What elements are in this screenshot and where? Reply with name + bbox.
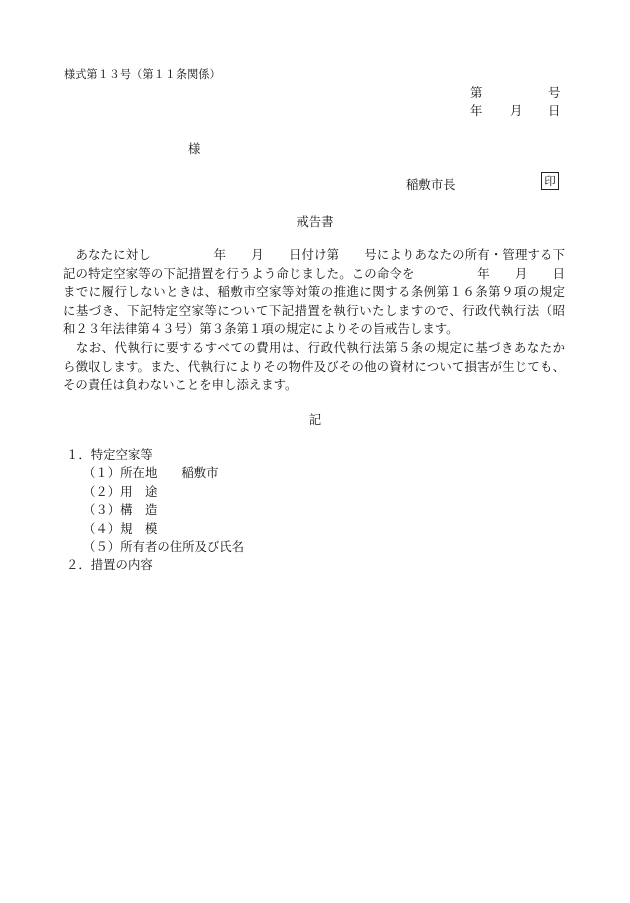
doc-number-prefix: 第 (470, 85, 483, 100)
issuer-name: 稲敷市長 (406, 177, 456, 192)
body-line: なお、代執行に要するすべての費用は、行政代執行法第５条の規定に基づきあなたか (63, 339, 565, 355)
item-2-label: ２．措置の内容 (66, 557, 153, 573)
sub-item-owner: （５）所有者の住所及び氏名 (83, 539, 245, 555)
sub-item-scale: （４）規 模 (83, 520, 158, 536)
sub-item-use: （２）用 途 (83, 483, 158, 499)
item-list (66, 446, 244, 575)
seal-box: 印 (541, 172, 559, 190)
item-1-label: １．特定空家等 (66, 447, 153, 462)
sub-item-location-value: 稲敷市 (181, 465, 219, 481)
sub-item-location (66, 464, 244, 482)
body-line: あなたに対し 年 月 日付け第 号によりあなたの所有・管理する下 (63, 247, 565, 262)
date-year: 年 (470, 103, 483, 118)
notice-body (63, 246, 565, 395)
body-line: に基づき、下記特定空家等について下記措置を執行いたしますので、行政代執行法（昭 (63, 302, 565, 318)
ki-heading: 記 (308, 412, 322, 427)
body-line: ら徴収します。また、代執行によりその物件及びその他の資材について損害が生じても、 (63, 358, 565, 374)
body-line: 和２３年法律第４３号）第３条第１項の規定によりその旨戒告します。 (63, 321, 459, 337)
doc-number-suffix: 号 (548, 85, 561, 100)
body-line: その責任は負わないことを申し添えます。 (63, 377, 298, 393)
addressee: 様 (188, 141, 201, 156)
date-month: 月 (510, 103, 523, 118)
sub-item-location-label: （１）所在地 (83, 465, 158, 481)
document-title: 戒告書 (296, 214, 334, 229)
date-day: 日 (548, 103, 561, 118)
sub-item-structure: （３）構 造 (83, 502, 158, 518)
body-line: までに履行しないときは、稲敷市空家等対策の推進に関する条例第１６条第９項の規定 (63, 284, 565, 300)
body-line: 記の特定空家等の下記措置を行うよう命じました。この命令を 年 月 日 (63, 265, 565, 281)
form-number: 様式第１３号（第１１条関係） (64, 68, 221, 81)
